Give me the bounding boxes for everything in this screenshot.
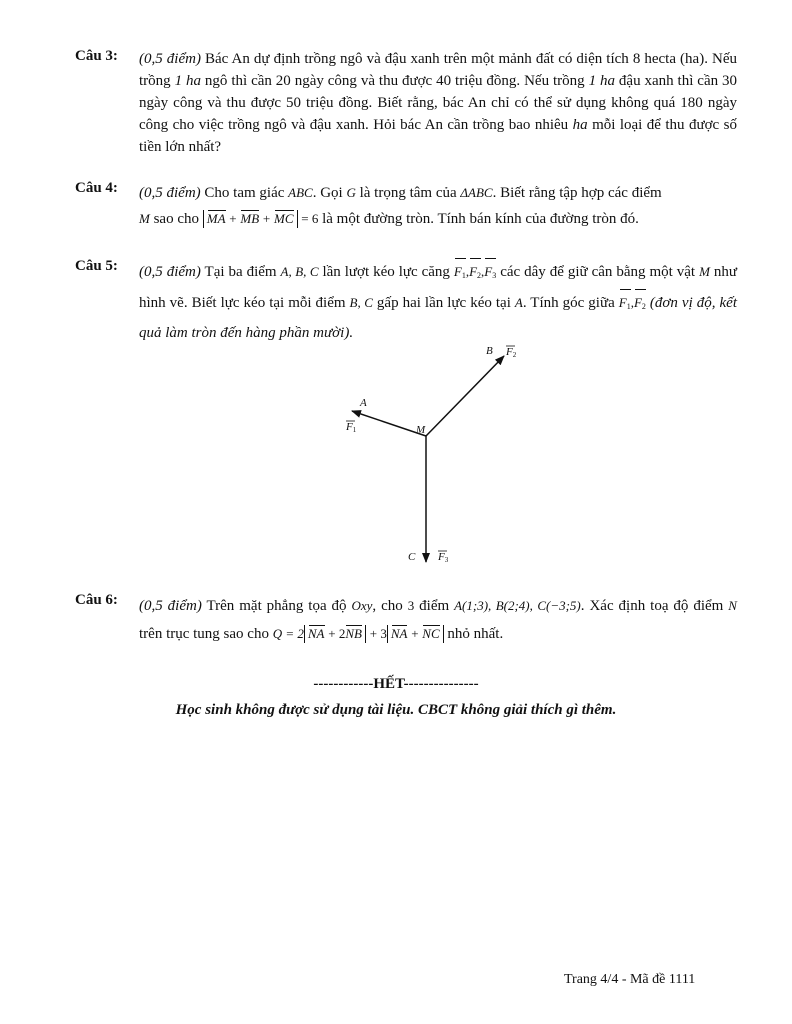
page-footer: Trang 4/4 - Mã đề 1111 bbox=[564, 972, 696, 987]
question-3-text: (0,5 điểm) Bác An dự định trồng ngô và đậu xanh trên một mảnh đất có diện tích 8 hecta (ha). Nếu trồng 1 ha ngô thì cần 20 ngày công và thu được 40 triệu đồng. Nếu trồng 1 ha đậu xanh thì cần 30 ngày công và thu được 50 triệu đồng. Biết rằng, bác An chỉ có thể sử dụng không quá 180 ngày công cho việc trồng ngô và đậu xanh. Hỏi bác An cần trồng bao nhiêu ha mỗi loại để thu được số tiền lớn nhất? bbox=[139, 51, 738, 155]
exam-note: Học sinh không được sử dụng tài liệu. CBCT không giải thích gì thêm. bbox=[175, 702, 617, 718]
label-c: C bbox=[408, 551, 416, 563]
vector-sum-abs: MA + MB + MC bbox=[203, 210, 298, 228]
label-f2: F2 bbox=[506, 346, 517, 359]
end-marker: ------------HẾT--------------- bbox=[313, 676, 479, 692]
question-5-text: (0,5 điểm) Tại ba điểm A, B, C lần lượt kéo lực căng $F_1,F_2,F_3$ các dây để giữ cân bằng một vật M như hình vẽ. Biết lực kéo tại mỗi điểm B, C gấp hai lần lực kéo tại A. Tính góc giữa $F_1,F_2$ (đơn vị độ, kết quả làm tròn đến hàng phần mười). bbox=[139, 258, 737, 347]
question-3 bbox=[75, 48, 737, 158]
force-f2-arrow bbox=[426, 356, 504, 436]
question-4 bbox=[75, 180, 737, 232]
question-5 bbox=[75, 258, 737, 347]
force-f1-arrow bbox=[352, 411, 426, 436]
label-m: M bbox=[416, 424, 426, 436]
label-a: A bbox=[360, 397, 367, 409]
points: (0,5 điểm) bbox=[139, 185, 201, 201]
abs-na-2nb: NA + 2NB bbox=[304, 625, 366, 643]
label-b: B bbox=[486, 345, 493, 357]
question-3-label: Câu 3: bbox=[75, 48, 118, 64]
points: (0,5 điểm) bbox=[139, 51, 201, 67]
label-f1: F1 bbox=[346, 421, 357, 434]
question-4-label: Câu 4: bbox=[75, 180, 118, 196]
label-f3: F3 bbox=[438, 551, 449, 564]
force-diagram bbox=[330, 338, 530, 570]
points: (0,5 điểm) bbox=[139, 598, 202, 614]
points: (0,5 điểm) bbox=[139, 264, 201, 280]
abs-na-nc: NA + NC bbox=[387, 625, 444, 643]
question-6 bbox=[75, 592, 737, 648]
question-6-label: Câu 6: bbox=[75, 592, 118, 608]
question-5-label: Câu 5: bbox=[75, 258, 118, 274]
question-6-text: (0,5 điểm) Trên mặt phẳng tọa độ Oxy, cho 3 điểm A(1;3), B(2;4), C(−3;5). Xác định toạ độ điểm N trên trục tung sao cho Q = 2 NA + 2NB + 3 NA + NC nhỏ nhất. bbox=[139, 598, 737, 642]
question-4-text: (0,5 điểm) Cho tam giác ABC. Gọi G là trọng tâm của ΔABC. Biết rằng tập hợp các điểm M sao cho MA + MB + MC = 6 là một đường tròn. Tính bán kính của đường tròn đó. bbox=[139, 185, 662, 227]
